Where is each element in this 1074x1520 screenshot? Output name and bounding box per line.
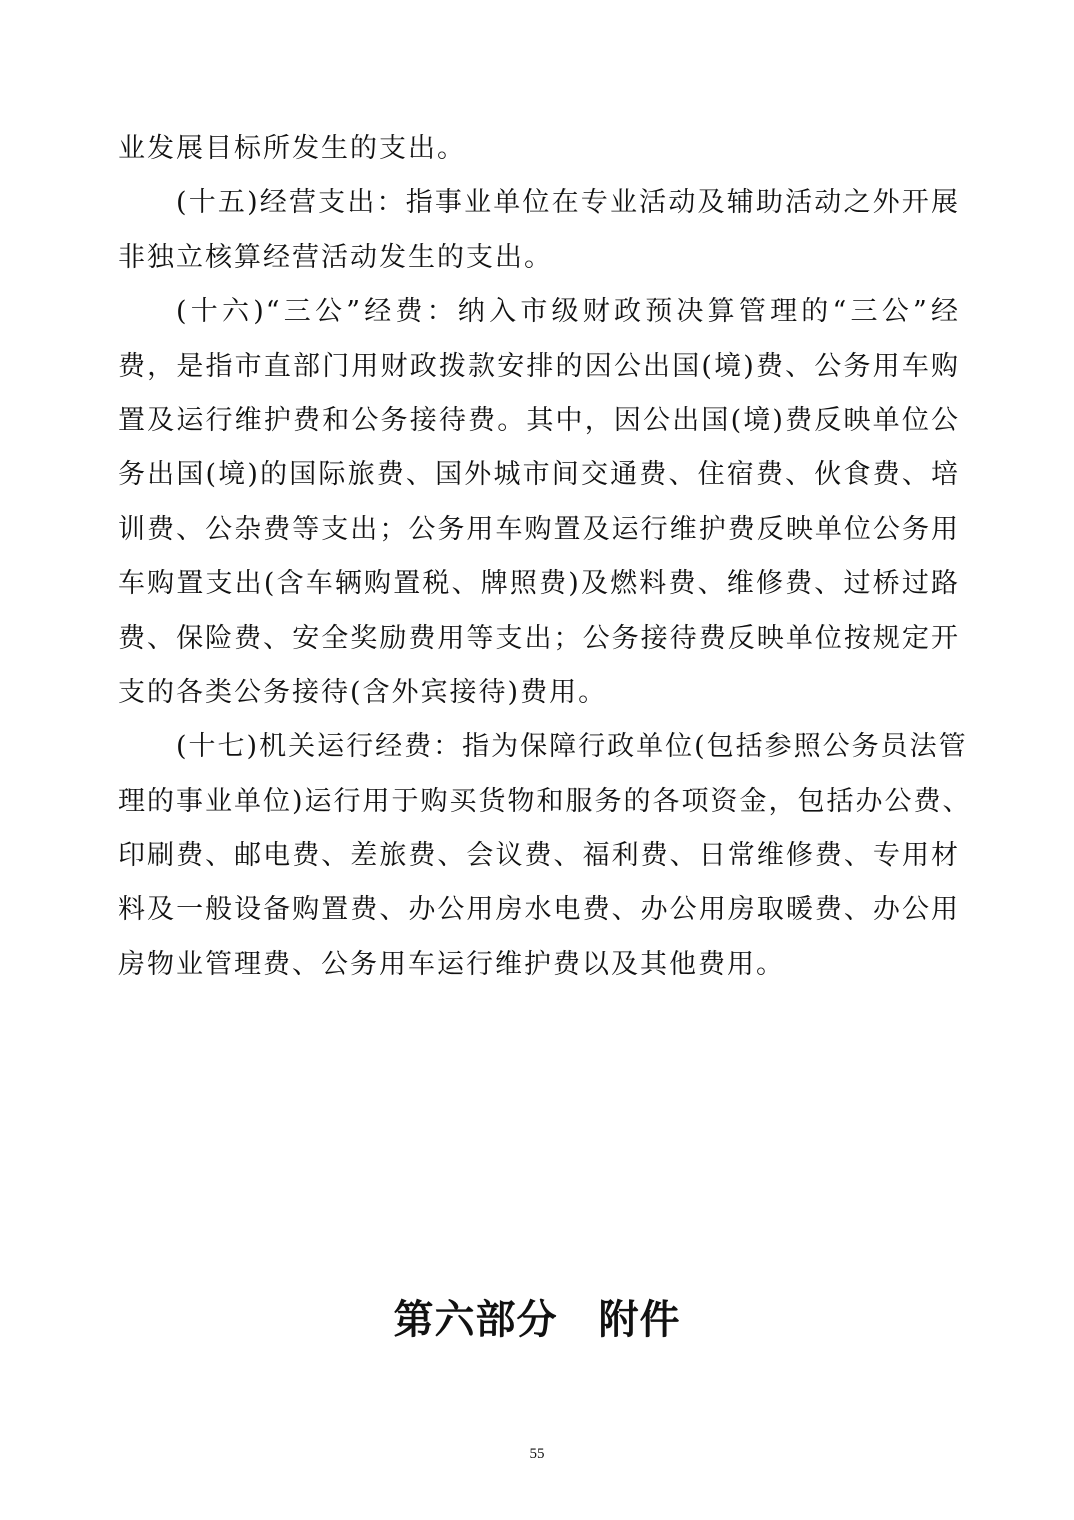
text-line: 理的事业单位)运行用于购买货物和服务的各项资金，包括办公费、	[118, 785, 972, 817]
paragraph-16-start: (十六)“三公”经费：纳入市级财政预决算管理的“三公”经	[176, 296, 960, 328]
text-line: 费，是指市直部门用财政拨款安排的因公出国(境)费、公务用车购	[118, 350, 960, 382]
text-line: 费、保险费、安全奖励费用等支出；公务接待费反映单位按规定开	[118, 622, 960, 654]
text-line: 非独立核算经营活动发生的支出。	[118, 241, 553, 273]
paragraph-17-start: (十七)机关运行经费：指为保障行政单位(包括参照公务员法管	[176, 731, 968, 763]
text-line: 车购置支出(含车辆购置税、牌照费)及燃料费、维修费、过桥过路	[118, 568, 960, 600]
section-heading: 第六部分 附件	[393, 1297, 681, 1343]
text-line: 置及运行维护费和公务接待费。其中，因公出国(境)费反映单位公	[118, 404, 960, 436]
text-line: 业发展目标所发生的支出。	[118, 133, 466, 164]
page-number: 55	[529, 1446, 545, 1462]
text-line: 房物业管理费、公务用车运行维护费以及其他费用。	[118, 948, 785, 980]
body-text	[118, 122, 972, 992]
text-line: 支的各类公务接待(含外宾接待)费用。	[118, 676, 608, 708]
text-line: 料及一般设备购置费、办公用房水电费、办公用房取暖费、办公用	[118, 894, 960, 926]
text-line: 务出国(境)的国际旅费、国外城市间交通费、住宿费、伙食费、培	[118, 459, 960, 491]
paragraph-15-start: (十五)经营支出：指事业单位在专业活动及辅助活动之外开展	[176, 187, 960, 219]
text-line: 训费、公杂费等支出；公务用车购置及运行维护费反映单位公务用	[118, 513, 960, 545]
text-line: 印刷费、邮电费、差旅费、会议费、福利费、日常维修费、专用材	[118, 840, 960, 872]
